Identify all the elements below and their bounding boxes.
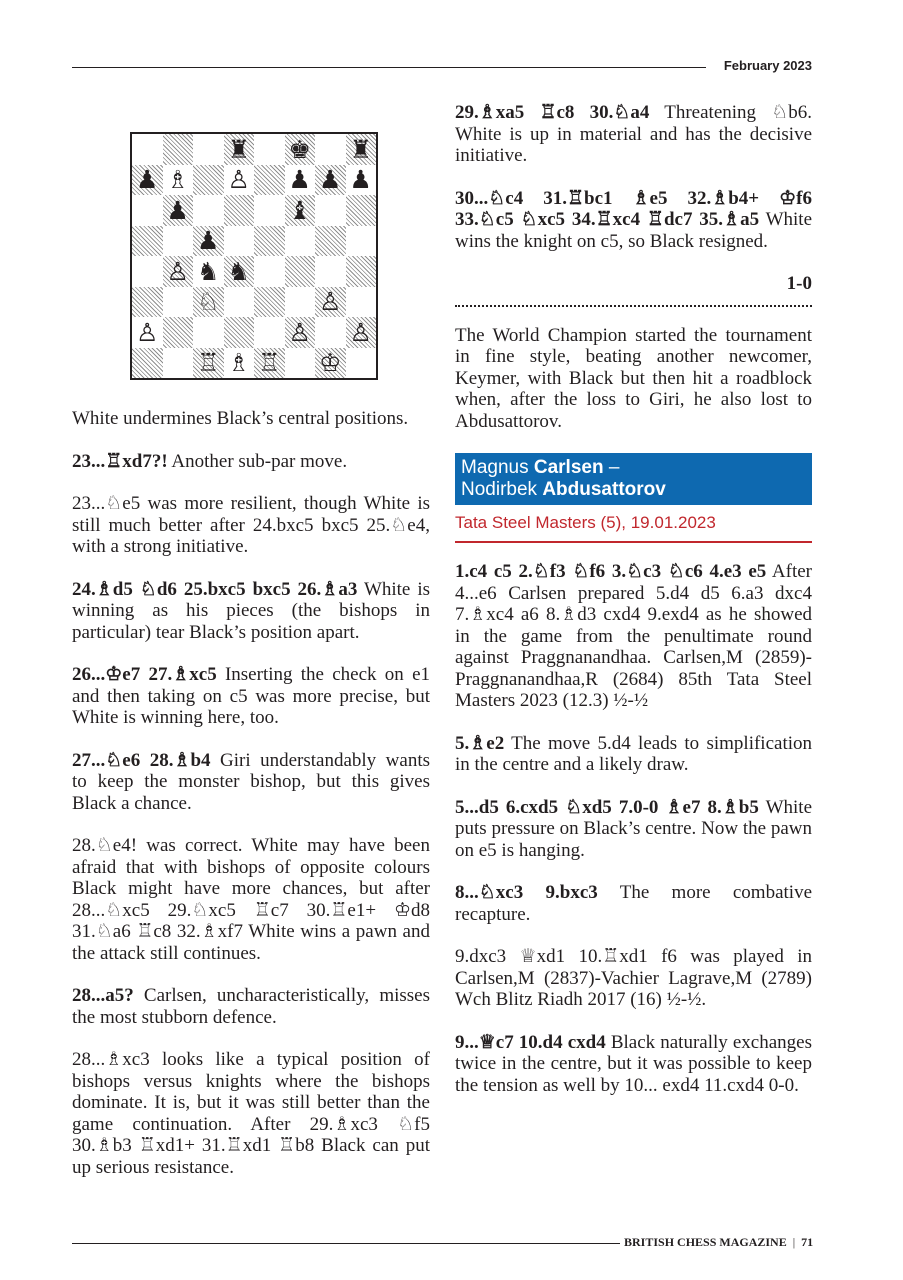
move-text: 5.♗e2 bbox=[455, 732, 505, 754]
left-paragraph-1: White undermines Black’s central positions. bbox=[72, 408, 409, 429]
issue-date: February 2023 bbox=[723, 58, 812, 73]
move-text: 30...♘c4 31.♖bc1 ♗e5 32.♗b4+ ♔f6 33.♘c5 ♘xc5 34.♖xc4 ♖dc7 35.♗a5 bbox=[455, 187, 812, 230]
board-square bbox=[315, 226, 346, 257]
comment-text: Threatening ♘b6. White is up in material and has the decisive initiative. bbox=[455, 102, 812, 166]
board-square: ♖ bbox=[254, 348, 285, 379]
comment-text: White puts pressure on Black’s centre. Now the pawn on e5 is hanging. bbox=[455, 796, 812, 861]
comment-text: Giri understandably wants to keep the monster bishop, but this gives Black a chance. bbox=[72, 749, 430, 814]
right-paragraph-1 bbox=[455, 102, 812, 167]
move-text: 1.c4 c5 2.♘f3 ♘f6 3.♘c3 ♘c6 4.e3 e5 bbox=[455, 561, 767, 582]
left-paragraph-7: 28.♘e4! was correct. White may have been afraid that with bishops of opposite colours Black might have more chances, but after 28...♘xc5 29.♘xc5 ♖c7 30.♖e1+ ♔d8 31.♘a6 ♖c8 32.♗xf7 White wins a pawn and the attack still continues. bbox=[72, 835, 430, 964]
board-square bbox=[285, 348, 316, 379]
game-event: Tata Steel Masters (5), 19.01.2023 bbox=[455, 513, 812, 543]
black-player: Nodirbek Abdusattorov bbox=[461, 479, 666, 500]
board-square bbox=[163, 134, 194, 165]
board-square: ♟ bbox=[163, 195, 194, 226]
left-paragraph-9: 28...♗xc3 looks like a typical position of bishops versus knights where the bishops dominate. It is, but it was still better than the game continuation. After 29.♗xc3 ♘f5 30.♗b3 ♖xd1+ 31.♖xd1 ♖b8 Black can put up serious resistance. bbox=[72, 1049, 430, 1178]
move-text: 28...a5? bbox=[72, 985, 134, 1006]
board-square bbox=[224, 195, 255, 226]
left-column bbox=[72, 102, 430, 1178]
game-result: 1-0 bbox=[786, 273, 812, 294]
board-square bbox=[315, 256, 346, 287]
board-square: ♙ bbox=[132, 317, 163, 348]
comment-text: White is winning as his pieces (the bishops in particular) tear Black’s position apart. bbox=[72, 578, 430, 643]
footer bbox=[624, 1235, 813, 1250]
board-square: ♚ bbox=[285, 134, 316, 165]
comment-text: Black naturally exchanges twice in the centre, but it was possible to keep the tension as well by 10... exd4 11.cxd4 0-0. bbox=[455, 1031, 812, 1096]
comment-text: White wins the knight on c5, so Black resigned. bbox=[455, 209, 812, 252]
move-text: 26...♔e7 27.♗xc5 bbox=[72, 664, 217, 685]
board-square: ♗ bbox=[224, 348, 255, 379]
left-paragraph-5 bbox=[72, 664, 430, 729]
board-square: ♖ bbox=[193, 348, 224, 379]
right-paragraph-7 bbox=[455, 882, 812, 925]
header-rule bbox=[72, 67, 706, 68]
board-square: ♟ bbox=[285, 165, 316, 196]
footer-rule bbox=[72, 1243, 620, 1244]
right-column bbox=[455, 102, 812, 1117]
board-square bbox=[285, 226, 316, 257]
comment-text: The more combative recapture. bbox=[455, 882, 813, 925]
right-paragraph-9 bbox=[455, 1032, 812, 1097]
board-square: ♜ bbox=[346, 134, 377, 165]
comment-text: The move 5.d4 leads to simplification in the centre and a likely draw. bbox=[455, 732, 812, 775]
game-heading bbox=[455, 453, 812, 505]
left-paragraph-3: 23...♘e5 was more resilient, though White is still much better after 24.bxc5 bxc5 25.♘e4, with a strong initiative. bbox=[72, 493, 430, 557]
board-square bbox=[346, 348, 377, 379]
board-square bbox=[132, 287, 163, 318]
move-text: 5...d5 6.cxd5 ♘xd5 7.0-0 ♗e7 8.♗b5 bbox=[455, 796, 759, 818]
board-square bbox=[254, 165, 285, 196]
board-square bbox=[132, 195, 163, 226]
comment-text: Inserting the check on e1 and then taking on c5 was more precise, but White is winning here, too. bbox=[72, 664, 431, 728]
board-square bbox=[224, 317, 255, 348]
board-square bbox=[254, 134, 285, 165]
left-paragraph-8 bbox=[72, 985, 430, 1028]
board-square: ♗ bbox=[163, 165, 194, 196]
board-square: ♙ bbox=[163, 256, 194, 287]
board-square bbox=[193, 165, 224, 196]
board-square bbox=[163, 317, 194, 348]
board-square bbox=[315, 134, 346, 165]
board-square: ♟ bbox=[346, 165, 377, 196]
board-square bbox=[254, 317, 285, 348]
board-square bbox=[132, 226, 163, 257]
move-text: 9...♕c7 10.d4 cxd4 bbox=[455, 1031, 606, 1053]
board-square bbox=[193, 134, 224, 165]
right-paragraph-2 bbox=[455, 188, 812, 253]
board-square bbox=[132, 348, 163, 379]
board-square: ♝ bbox=[285, 195, 316, 226]
right-paragraph-8: 9.dxc3 ♕xd1 10.♖xd1 f6 was played in Carlsen,M (2837)-Vachier Lagrave,M (2789) Wch Blitz Riadh 2017 (16) ½-½. bbox=[455, 946, 812, 1010]
board-square bbox=[315, 195, 346, 226]
board-square bbox=[132, 134, 163, 165]
board-square: ♞ bbox=[193, 256, 224, 287]
board-square bbox=[163, 287, 194, 318]
board-square bbox=[193, 317, 224, 348]
left-paragraph-4 bbox=[72, 579, 430, 644]
move-text: 23...♖xd7?! bbox=[72, 450, 168, 472]
board-square: ♔ bbox=[315, 348, 346, 379]
board-square bbox=[346, 226, 377, 257]
board-square bbox=[224, 226, 255, 257]
footer-separator: | bbox=[792, 1235, 796, 1249]
chess-diagram bbox=[72, 102, 430, 402]
board-square: ♙ bbox=[285, 317, 316, 348]
board-square bbox=[346, 287, 377, 318]
board-square: ♟ bbox=[315, 165, 346, 196]
board-square bbox=[132, 256, 163, 287]
board-square: ♟ bbox=[132, 165, 163, 196]
comment-text: After 4...e6 Carlsen prepared 5.d4 d5 6.a3 dxc4 7.♗xc4 a6 8.♗d3 cxd4 9.exd4 as he showed in the game from the penultimate round against Praggnanandhaa. Carlsen,M (2859)-Praggnanandhaa,R (2684) 85th Tata Steel Masters 2023 (12.3) ½-½ bbox=[455, 561, 812, 711]
move-text: 8...♘xc3 9.bxc3 bbox=[455, 882, 598, 903]
board-square bbox=[254, 287, 285, 318]
right-paragraph-5 bbox=[455, 733, 812, 776]
board-square bbox=[285, 287, 316, 318]
move-text: 27...♘e6 28.♗b4 bbox=[72, 749, 211, 771]
page-number: 71 bbox=[801, 1235, 814, 1249]
magazine-name: BRITISH CHESS MAGAZINE bbox=[624, 1235, 787, 1249]
board-square: ♜ bbox=[224, 134, 255, 165]
comment-text: Carlsen, uncharacteristically, misses the most stubborn defence. bbox=[72, 985, 430, 1028]
board-square: ♟ bbox=[193, 226, 224, 257]
board-square bbox=[315, 317, 346, 348]
move-text: 24.♗d5 ♘d6 25.bxc5 bxc5 26.♗a3 bbox=[72, 578, 358, 600]
white-player: Magnus Carlsen – bbox=[461, 457, 620, 478]
right-paragraph-6 bbox=[455, 797, 812, 862]
board-square bbox=[254, 226, 285, 257]
board-square bbox=[254, 256, 285, 287]
chess-board bbox=[130, 132, 378, 380]
board-square: ♞ bbox=[224, 256, 255, 287]
board-square bbox=[193, 195, 224, 226]
board-square bbox=[346, 195, 377, 226]
board-square bbox=[346, 256, 377, 287]
dotted-divider bbox=[455, 305, 812, 307]
right-paragraph-4 bbox=[455, 561, 812, 712]
left-paragraph-6 bbox=[72, 750, 430, 815]
board-square: ♙ bbox=[224, 165, 255, 196]
board-square: ♘ bbox=[193, 287, 224, 318]
board-square bbox=[285, 256, 316, 287]
board-square bbox=[163, 226, 194, 257]
board-square: ♙ bbox=[346, 317, 377, 348]
board-square: ♙ bbox=[315, 287, 346, 318]
board-square bbox=[163, 348, 194, 379]
left-paragraph-2 bbox=[72, 451, 430, 473]
right-paragraph-3: The World Champion started the tournament in fine style, beating another newcomer, Keymer, with Black but then hit a roadblock when, after the loss to Giri, he also lost to Abdusattorov. bbox=[455, 324, 812, 432]
board-square bbox=[224, 287, 255, 318]
move-text: 29.♗xa5 ♖c8 30.♘a4 bbox=[455, 102, 650, 123]
comment-text: Another sub-par move. bbox=[167, 450, 348, 472]
board-square bbox=[254, 195, 285, 226]
